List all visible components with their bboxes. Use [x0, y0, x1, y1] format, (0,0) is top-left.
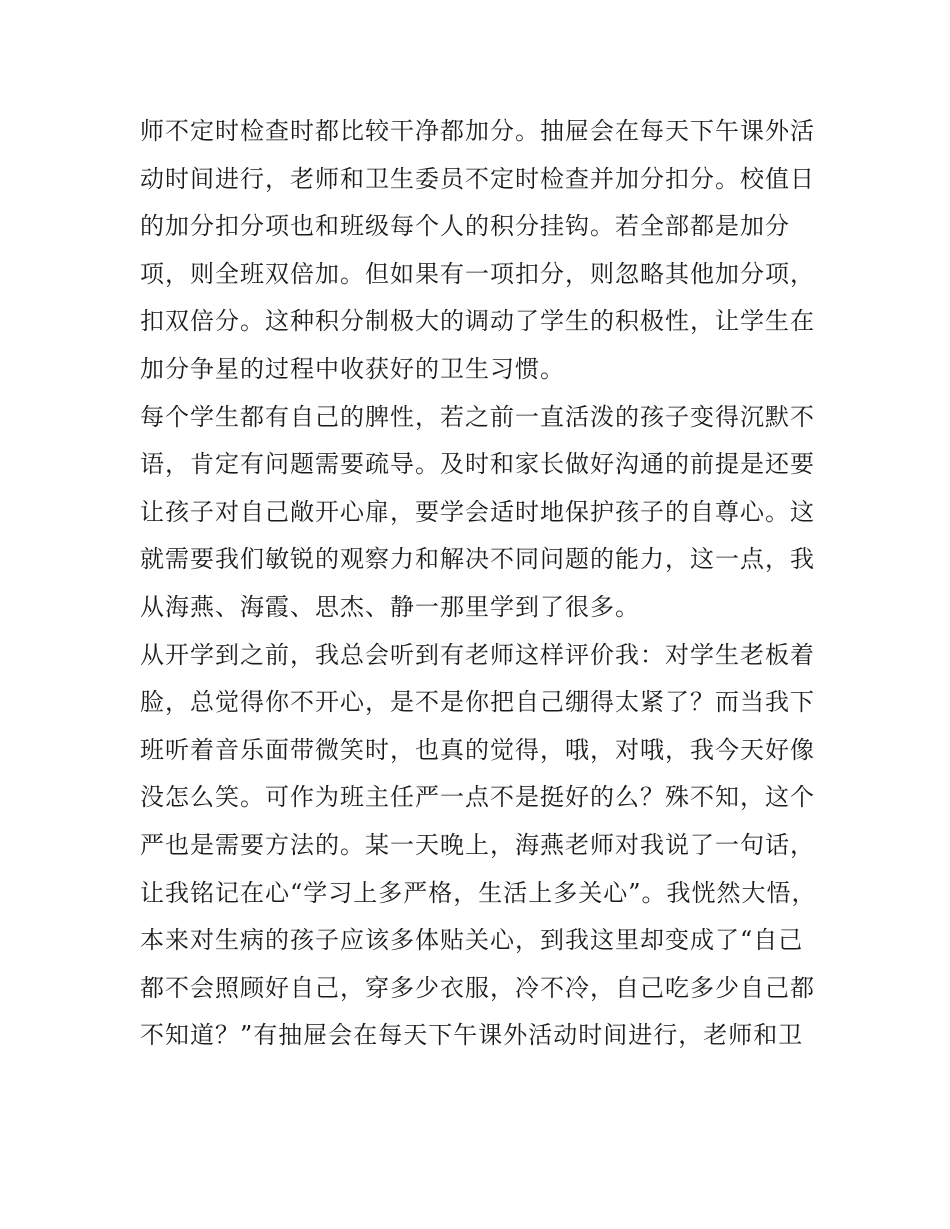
text-line: 严也是需要方法的。某一天晚上，海燕老师对我说了一句话，: [140, 830, 815, 859]
text-line: 从开学到之前，我总会听到有老师这样评价我：对学生老板着: [140, 640, 815, 669]
text-line: 就需要我们敏锐的观察力和解决不同问题的能力，这一点，我: [140, 545, 815, 574]
text-line: 动时间进行，老师和卫生委员不定时检查并加分扣分。校值日: [140, 164, 815, 193]
text-line: 让我铭记在心“学习上多严格，生活上多关心”。我恍然大悟，: [140, 878, 817, 907]
text-line: 加分争星的过程中收获好的卫生习惯。: [140, 354, 565, 383]
text-line: 师不定时检查时都比较干净都加分。抽屉会在每天下午课外活: [140, 117, 815, 145]
text-line: 让孩子对自己敞开心扉，要学会适时地保护孩子的自尊心。这: [140, 497, 815, 526]
text-line: 的加分扣分项也和班级每个人的积分挂钩。若全部都是加分: [140, 212, 790, 241]
text-line: 从海燕、海霞、思杰、静一那里学到了很多。: [140, 592, 640, 621]
text-line: 项，则全班双倍加。但如果有一项扣分，则忽略其他加分项，: [140, 259, 815, 288]
body-text: [140, 108, 820, 1060]
text-line: 本来对生病的孩子应该多体贴关心，到我这里却变成了“自己: [140, 926, 804, 955]
text-line: 每个学生都有自己的脾性，若之前一直活泼的孩子变得沉默不: [140, 402, 815, 431]
text-line: 不知道？”有抽屉会在每天下午课外活动时间进行，老师和卫: [140, 1021, 804, 1050]
text-line: 语，肯定有问题需要疏导。及时和家长做好沟通的前提是还要: [140, 450, 815, 479]
text-line: 没怎么笑。可作为班主任严一点不是挺好的么？殊不知，这个: [140, 783, 815, 812]
text-line: 脸，总觉得你不开心，是不是你把自己绷得太紧了？而当我下: [140, 688, 815, 717]
text-line: 扣双倍分。这种积分制极大的调动了学生的积极性，让学生在: [140, 307, 815, 336]
text-line: 都不会照顾好自己，穿多少衣服，冷不冷，自己吃多少自己都: [140, 973, 815, 1002]
text-line: 班听着音乐面带微笑时，也真的觉得，哦，对哦，我今天好像: [140, 735, 815, 764]
